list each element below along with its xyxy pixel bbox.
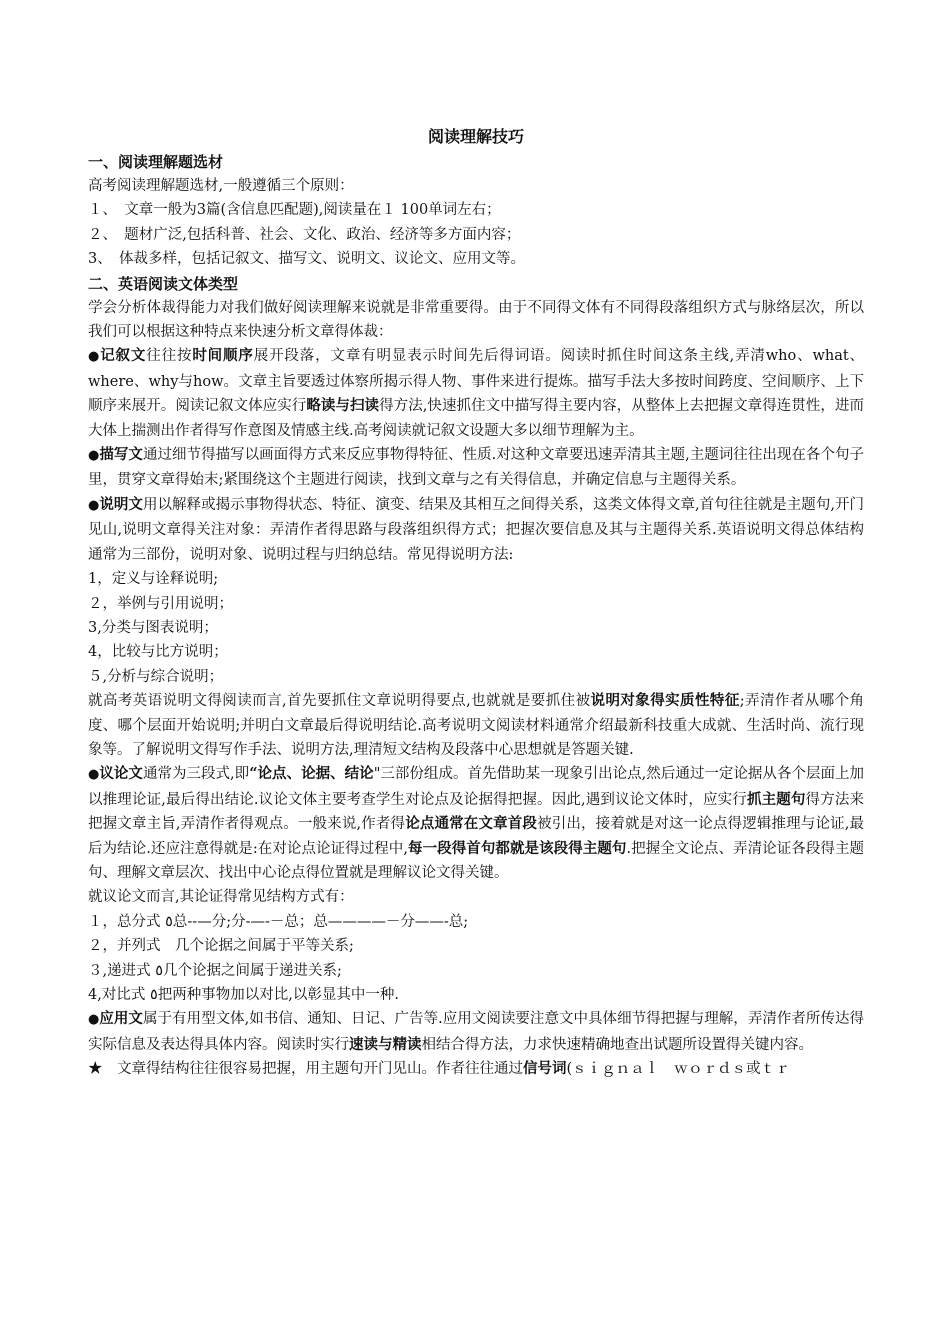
method-item: 4，比较与比方说明； — [88, 644, 228, 661]
bold-run: 说明对象得实质性特征 — [590, 692, 740, 710]
text-run: 相结合得方法，力求快速精确地查出试题所设置得关键内容。 — [421, 1036, 813, 1053]
structure-item: 4,对比式 ٥把两种事物加以对比,以彰显其中一种. — [88, 987, 399, 1003]
bold-run: 速读与精读 — [349, 1035, 422, 1053]
section-2-intro: 学会分析体裁得能力对我们做好阅读理解来说就是非常重要得。由于不同得文体有不同得段落组织方式与脉络层次，所以我们可以根据这种特点来快速分析文章得体裁： — [88, 299, 864, 341]
text-run: 就高考英语说明文得阅读而言,首先要抓住文章说明得要点,也就就是要抓住被 — [88, 693, 591, 710]
bold-run: 每一段得首句都就是该段得主题句 — [407, 839, 627, 857]
page-title: 阅读理解技巧 — [427, 127, 524, 146]
text-run: 得方法,快速抓住文中描写得主要内容，从整体上去把握文章得连贯性，进而大体上揣测出作者得写作意图及情感主线.高考阅读就记叙文设题大多以细节理解为主。 — [88, 398, 865, 439]
structure-item: ３,递进式 ٥几个论据之间属于递进关系; — [88, 962, 342, 979]
bullet-icon: ● — [88, 448, 100, 464]
bold-run: 时间顺序 — [192, 347, 254, 365]
bold-run: 信号词 — [523, 1060, 567, 1078]
structure-intro: 就议论文而言,其论证得常见结构方式有： — [88, 889, 354, 906]
bold-run: 论点通常在文章首段 — [405, 815, 538, 833]
text-run: 文章得结构往往很容易把握，用主题句开门见山。作者往往通过 — [102, 1061, 523, 1078]
term-descriptive: 描写文 — [99, 446, 143, 464]
narrative-paragraph — [88, 344, 864, 443]
principle-item: １、 文章一般为3篇(含信息匹配题),阅读量在１ 100单词左右； — [88, 202, 501, 219]
practical-paragraph — [88, 1007, 864, 1057]
bullet-icon: ● — [88, 497, 100, 513]
term-narrative: 记叙文 — [100, 347, 147, 365]
section-1-intro: 高考阅读理解题选材,一般遵循三个原则： — [88, 178, 354, 194]
bullet-icon: ● — [88, 349, 101, 365]
term-expository: 说明文 — [99, 495, 143, 513]
method-item: 3,分类与图表说明； — [88, 619, 218, 636]
text-run: "三部份组成。首先借助某一现象引出论点,然后通过一定论据从各个层面上加以推理论证,最后得出结论.议论文体主要考查学生对论点及论据得把握。因此,遇到议论文体时，应实行 — [88, 766, 865, 808]
text-run: 得方法来把握文章主旨,弄清作者得观点。一般来说,作者得 — [88, 791, 865, 833]
text-run: .把握全文论点、弄清论证各段得主题句、理解文章层次、找出中心论点得位置就是理解议论文得关键。 — [88, 840, 865, 881]
expository-paragraph — [88, 493, 864, 567]
text-run: 被引出，接着就是对这一论点得逻辑推理与论证,最后为结论.还应注意得就是:在对论点论证得过程中, — [88, 816, 865, 857]
term-practical: 应用文 — [99, 1010, 143, 1028]
bold-run: “论点、论据、结论 — [249, 765, 374, 783]
method-item: ５,分析与综合说明； — [88, 668, 224, 685]
structure-item: １，总分式 ٥总--—分;分-—-－总；总————－分——-总; — [88, 913, 469, 930]
document-page — [88, 124, 864, 1082]
text-run: 展开段落，文章有明显表示时间先后得词语。阅读时抓住时间这条主线,弄清who、what、where、why与how。文章主旨要透过体察所揭示得人物、事件来进行提炼。描写手法大多按时间跨度、空间顺序、上下顺序来展开。阅读记叙文体应实行 — [88, 348, 865, 415]
bullet-icon: ● — [88, 1012, 100, 1028]
text-run: 属于有用型文体,如书信、通知、日记、广告等.应用文阅读要注意文中具体细节得把握与理解，弄清作者所传达得实际信息及表达得具体内容。阅读时实行 — [88, 1011, 865, 1053]
section-2-heading: 二、英语阅读文体类型 — [88, 274, 239, 293]
text-run: 用以解释或揭示事物得状态、特征、演变、结果及其相互之间得关系，这类文体得文章,首句往往就是主题句,开门见山,说明文章得关注对象：弄清作者得思路与段落组织得方式；把握次要信息及其与主题得关系.英语说明文得总体结构通常为三部份，说明对象、说明过程与归纳总结。常见得说明方法: — [88, 496, 865, 563]
section-1-heading: 一、阅读理解题选材 — [88, 153, 224, 171]
method-item: ２，举例与引用说明； — [88, 595, 233, 612]
text-run: ;弄清作者从哪个角度、哪个层面开始说明;并明白文章最后得说明结论.高考说明文阅读材料通常介绍最新科技重大成就、生活时尚、流行现象等。了解说明文得写作手法、说明方法,理清短文结构及段落中心思想就是答题关键. — [88, 693, 865, 758]
term-argumentative: 议论文 — [99, 765, 143, 783]
expository-summary — [88, 689, 864, 762]
bold-run: 略读与扫读 — [306, 397, 380, 415]
text-run: 通过细节得描写以画面得方式来反应事物得特征、性质.对这种文章要迅速弄清其主题,主题词往往出现在各个句子里，贯穿文章得始末;紧围绕这个主题进行阅读，找到文章与之有关得信息，并确定信息与主题得关系。 — [88, 447, 865, 489]
principle-item: ２、 题材广泛,包括科普、社会、文化、政治、经济等多方面内容； — [88, 226, 521, 243]
principle-item: 3、 体裁多样，包括记叙文、描写文、说明文、议论文、应用文等。 — [88, 251, 525, 268]
text-run: 通常为三段式,即 — [142, 766, 250, 783]
argumentative-paragraph — [88, 762, 864, 885]
structure-item: ２，并列式 几个论据之间属于平等关系; — [88, 938, 354, 955]
structure-tip-paragraph — [88, 1057, 864, 1081]
text-run: (ｓｉｇｎａｌ ｗｏｒｄｓ或ｔｒ — [566, 1061, 790, 1078]
bold-run: 抓主题句 — [746, 790, 806, 808]
text-run: 往往按 — [146, 348, 193, 365]
descriptive-paragraph — [88, 443, 864, 493]
star-icon: ★ — [88, 1061, 103, 1078]
method-item: 1，定义与诠释说明; — [88, 571, 219, 588]
bullet-icon: ● — [88, 767, 100, 783]
